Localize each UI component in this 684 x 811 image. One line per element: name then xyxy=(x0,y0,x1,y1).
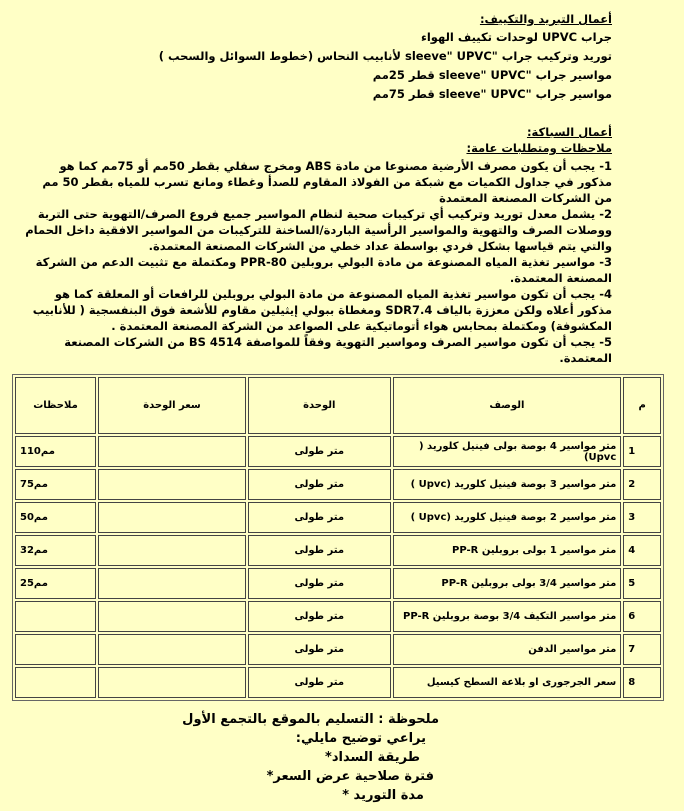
cell-notes xyxy=(15,601,96,632)
cell-description: متر مواسير 4 بوصة بولى فينيل كلوريد ( Upvc) xyxy=(393,436,622,467)
footer-payment-method: طريقة السداد* xyxy=(325,750,420,765)
table-row xyxy=(15,634,661,665)
cell-number: 4 xyxy=(623,535,661,566)
cell-unit: متر طولى xyxy=(248,634,391,665)
ac-line-3: مواسير جراب "sleeve" UPVC قطر 25مم xyxy=(372,68,612,82)
cell-unit: متر طولى xyxy=(248,436,391,467)
cell-unit: متر طولى xyxy=(248,568,391,599)
cell-description: متر مواسير 3 بوصة فينيل كلوريد (Upvc ) xyxy=(393,469,622,500)
cell-unit-price xyxy=(98,667,246,698)
plumbing-note-2: 2- يشمل معدل توريد وتركيب أي تركيبات صحية لنظام المواسير جميع فروع الصرف/التهوية حتى التربة ووصلات الصرف والتهوية والمواسير الرأسية الباردة/الساخنة للتركيبات من المواسير الافقية داخل الحمام والتي يتم قياسها بشكل فردي بواسطة عداد خطي من الشركات المصنعة المعتمدة. xyxy=(25,207,612,253)
header-unit-price: سعر الوحدة xyxy=(98,377,246,434)
plumbing-note-1: 1- يجب أن يكون مصرف الأرضية مصنوعا من مادة ABS ومخرج سفلي بقطر 50مم أو 75مم كما هو مذكور في جداول الكميات مع شبكة من الفولاذ المقاوم للصدأ وغطاء ومانع تسرب للمياه بقطر 50 مم من الشركات المصنعة المعتمدة xyxy=(42,159,612,205)
footer-delivery-note: ملحوظة : التسليم بالموقع بالتجمع الأول xyxy=(182,712,439,727)
footer-clarify-note: يراعي توضيح مايلي: xyxy=(295,731,426,746)
cell-unit-price xyxy=(98,436,246,467)
table-row xyxy=(15,667,661,698)
table-row xyxy=(15,502,661,533)
header-number: م xyxy=(623,377,661,434)
cell-description: متر مواسير التكيف 3/4 بوصة بروبلين PP-R xyxy=(393,601,622,632)
cell-notes xyxy=(15,634,96,665)
cell-number: 5 xyxy=(623,568,661,599)
header-notes: ملاحظات xyxy=(15,377,96,434)
table-row xyxy=(15,469,661,500)
cell-description: متر مواسير 3/4 بولى بروبلين PP-R xyxy=(393,568,622,599)
cell-unit: متر طولى xyxy=(248,502,391,533)
cell-number: 2 xyxy=(623,469,661,500)
cell-description: متر مواسير الدفن xyxy=(393,634,622,665)
cell-unit: متر طولى xyxy=(248,469,391,500)
cell-unit-price xyxy=(98,502,246,533)
table-header-row xyxy=(15,377,661,434)
cell-description: متر مواسير 2 بوصة فينيل كلوريد (Upvc ) xyxy=(393,502,622,533)
table-row xyxy=(15,601,661,632)
ac-heading: أعمال التبريد والتكييف: xyxy=(479,12,612,26)
cell-unit: متر طولى xyxy=(248,601,391,632)
table-row xyxy=(15,535,661,566)
cell-number: 1 xyxy=(623,436,661,467)
cell-unit-price xyxy=(98,568,246,599)
cell-description: متر مواسير 1 بولى بروبلين PP-R xyxy=(393,535,622,566)
plumbing-note-5: 5- يجب أن تكون مواسير الصرف ومواسير التهوية وفقاً للمواصفة BS 4514 من الشركات المصنعة المعتمدة. xyxy=(64,335,612,365)
plumbing-note-4: 4- يجب أن تكون مواسير تغذية المياه المصنوعة من مادة البولي بروبلين للرافعات أو المعلقة كما هو مذكور أعلاه ولكن معززة بالياف SDR7.4 ومغطاة ببولي إيثيلين مقاوم للأشعة فوق البنفسجية ( للأنابيب المكشوفة) ومكتملة بمحابس هواء أتوماتيكية على الصواعد من الشركة المصنعة المعتمدة . xyxy=(32,287,612,333)
ac-line-4: مواسير جراب "sleeve" UPVC قطر 75مم xyxy=(372,87,612,101)
quantities-table xyxy=(12,374,664,701)
cell-number: 8 xyxy=(623,667,661,698)
header-description: الوصف xyxy=(393,377,622,434)
table-row xyxy=(15,436,661,467)
cell-notes: 25مم xyxy=(15,568,96,599)
cell-notes: 75مم xyxy=(15,469,96,500)
cell-number: 3 xyxy=(623,502,661,533)
cell-description: سعر الجرجورى او بلاعة السطح كيسيل xyxy=(393,667,622,698)
footer-offer-validity: فترة صلاحية عرض السعر* xyxy=(266,769,434,784)
cell-notes: 110مم xyxy=(15,436,96,467)
table-row xyxy=(15,568,661,599)
ac-line-2: توريد وتركيب جراب "sleeve" UPVC لأنابيب النحاس (خطوط السوائل والسحب ) xyxy=(158,49,612,63)
footer-delivery-period: مدة التوريد * xyxy=(342,788,424,803)
cell-unit: متر طولى xyxy=(248,667,391,698)
cell-unit-price xyxy=(98,634,246,665)
header-unit: الوحدة xyxy=(248,377,391,434)
plumbing-heading: أعمال السباكة: xyxy=(526,125,612,139)
cell-unit-price xyxy=(98,469,246,500)
plumbing-notes xyxy=(22,158,612,366)
plumbing-subheading: ملاحظات ومتطلبات عامة: xyxy=(466,141,612,155)
cell-unit-price xyxy=(98,601,246,632)
cell-unit: متر طولى xyxy=(248,535,391,566)
plumbing-note-3: 3- مواسير تغذية المياه المصنوعة من مادة البولي بروبلين PPR-80 ومكتملة مع تثبيت الدعم من الشركة المصنعة المعتمدة. xyxy=(35,255,612,285)
cell-number: 6 xyxy=(623,601,661,632)
cell-notes: 50مم xyxy=(15,502,96,533)
cell-number: 7 xyxy=(623,634,661,665)
ac-line-1: جراب UPVC لوحدات تكييف الهواء xyxy=(420,30,612,44)
cell-notes: 32مم xyxy=(15,535,96,566)
cell-notes xyxy=(15,667,96,698)
cell-unit-price xyxy=(98,535,246,566)
